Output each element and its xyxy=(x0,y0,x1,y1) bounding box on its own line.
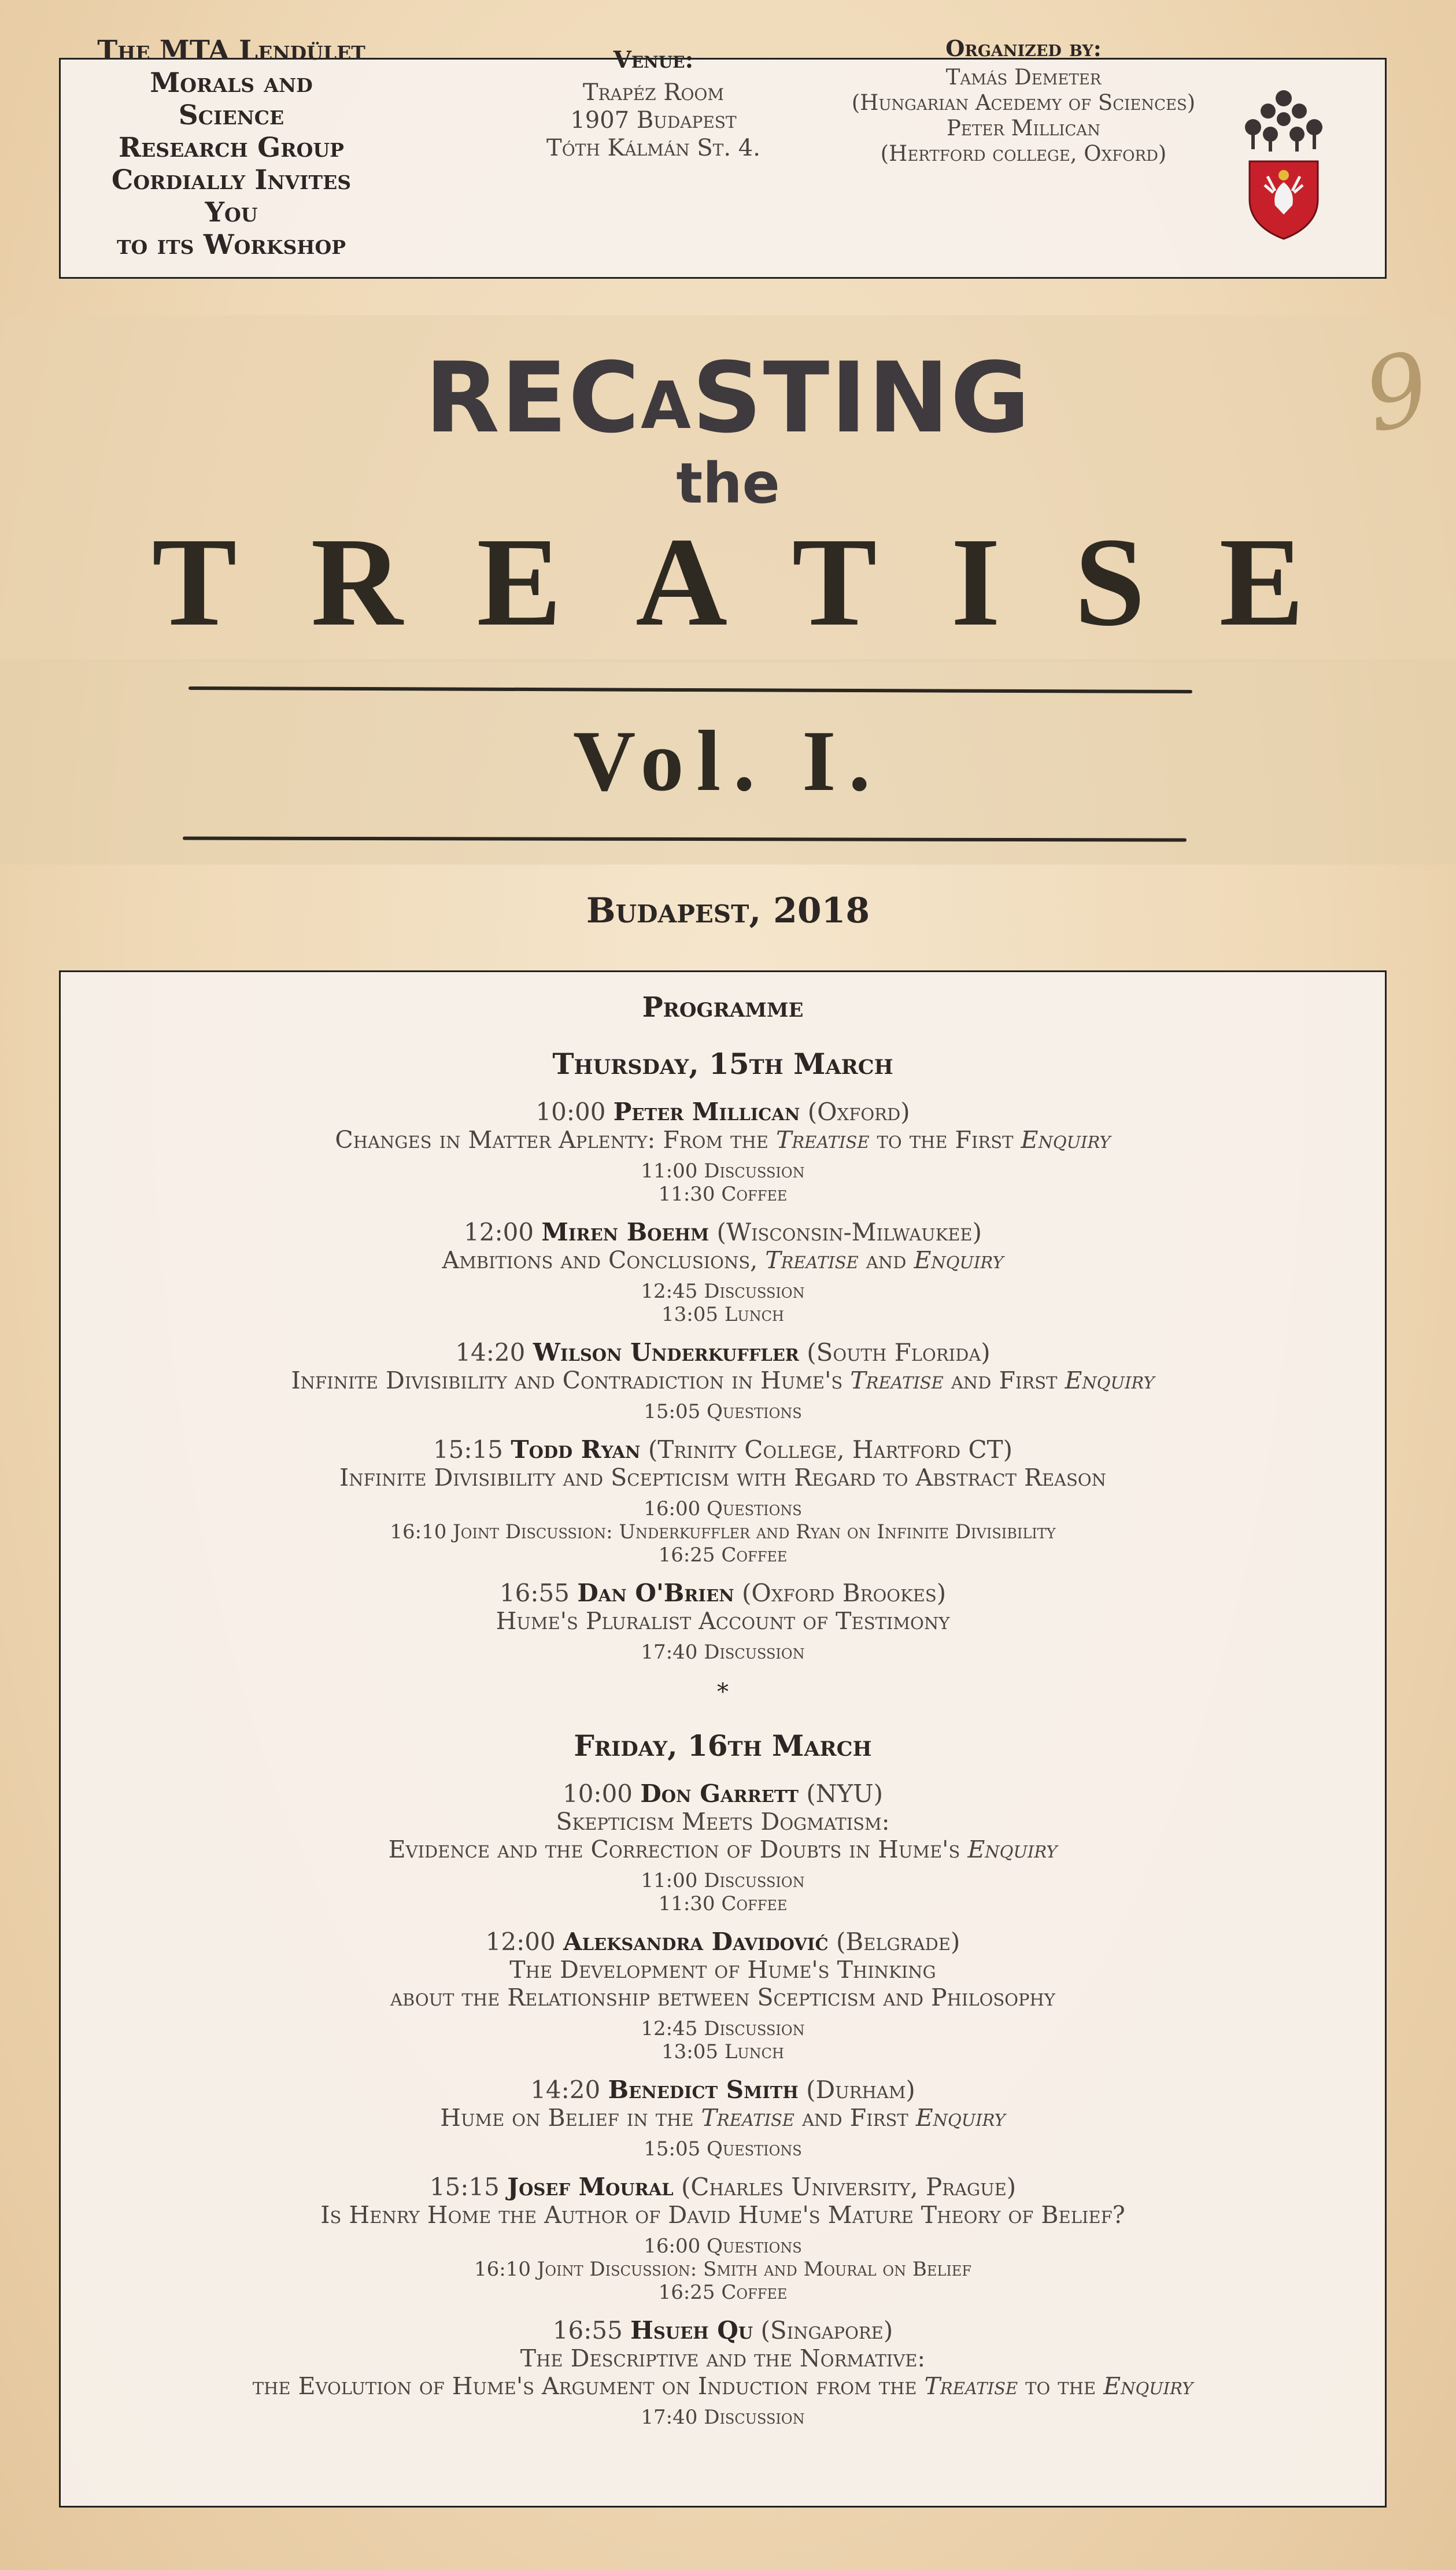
talk-affiliation: (Belgrade) xyxy=(836,1928,960,1956)
talk-affiliation: (Trinity College, Hartford CT) xyxy=(648,1435,1013,1464)
talk-title-italic: Enquiry xyxy=(1103,2372,1193,2400)
talk-affiliation: (Oxford Brookes) xyxy=(741,1579,947,1607)
talk-time: 14:20 xyxy=(530,2076,601,2104)
talk-speaker: Josef Moural xyxy=(507,2173,674,2201)
talk-speaker: Hsueh Qu xyxy=(630,2316,753,2344)
college-crest-icon xyxy=(1247,159,1320,240)
talk-entry xyxy=(59,2076,1387,2161)
talk-title-text: Hume on Belief in the xyxy=(440,2104,701,2132)
session-note: 13:05 Lunch xyxy=(662,2040,784,2063)
talk-time: 10:00 xyxy=(562,1779,633,1808)
talk-time: 12:00 xyxy=(485,1928,556,1956)
venue-line: Tóth Kálmán St. 4. xyxy=(546,135,760,161)
talk-title-italic: Enquiry xyxy=(914,1246,1004,1274)
title-part: STING xyxy=(692,341,1032,455)
invitation-line: Cordially Invites You xyxy=(111,164,352,228)
talk-affiliation: (Durham) xyxy=(806,2076,915,2104)
talk-title xyxy=(59,1984,1387,2011)
talk-title-text: Infinite Divisibility and Contradiction in Hume's xyxy=(291,1367,851,1394)
talk-entry xyxy=(59,1339,1387,1423)
invitation-line: The MTA Lendület xyxy=(97,35,365,67)
talk-title-text: and First xyxy=(943,1367,1065,1394)
talk-title-text: the Evolution of Hume's Argument on Induction from the xyxy=(252,2372,925,2400)
talk-time: 14:20 xyxy=(455,1338,526,1367)
talk-title-text: Ambitions and Conclusions, xyxy=(442,1246,766,1274)
venue-block xyxy=(492,46,815,162)
treatise-title: TREATISE xyxy=(151,511,1379,652)
invitation-text xyxy=(93,35,370,261)
talk-title xyxy=(59,1464,1387,1491)
talk-title-line: The Descriptive and the Normative: xyxy=(520,2344,926,2372)
talk-speaker: Wilson Underkuffler xyxy=(533,1338,799,1367)
session-note: 17:40 Discussion xyxy=(641,2406,805,2429)
talk-affiliation: (Singapore) xyxy=(760,2316,893,2344)
talk-title-italic: Treatise xyxy=(701,2104,795,2132)
invitation-line: to its Workshop xyxy=(116,229,346,261)
talk-entry xyxy=(59,1098,1387,1206)
talk-title xyxy=(59,2104,1387,2132)
talk-title-italic: Treatise xyxy=(765,1246,859,1274)
session-note: 16:10 Joint Discussion: Underkuffler and Ryan on Infinite Divisibility xyxy=(390,1520,1056,1544)
talk-title-text: Evidence and the Correction of Doubts in Hume's xyxy=(388,1836,968,1863)
talk-title-text: and First xyxy=(794,2104,916,2132)
programme xyxy=(59,970,1387,2429)
session-notes xyxy=(59,1497,1387,1567)
programme-days xyxy=(59,1047,1387,2429)
talk-entry xyxy=(59,1928,1387,2063)
talk-header xyxy=(59,1579,1387,1607)
talk-entry xyxy=(59,2317,1387,2429)
session-notes xyxy=(59,1641,1387,1664)
session-note: 11:00 Discussion xyxy=(641,1160,805,1183)
talk-title xyxy=(59,1246,1387,1274)
organizer-line: (Hertford college, Oxford) xyxy=(880,141,1167,166)
talk-title-text: Changes in Matter Aplenty: From the xyxy=(335,1126,776,1154)
session-note: 16:00 Questions xyxy=(644,1497,802,1520)
talk-speaker: Don Garrett xyxy=(640,1779,799,1808)
organizer-line: Peter Millican xyxy=(947,116,1100,141)
talk-title-text: Hume's Pluralist Account of Testimony xyxy=(496,1607,950,1635)
session-notes xyxy=(59,2137,1387,2161)
talk-title xyxy=(59,1607,1387,1635)
session-notes xyxy=(59,2017,1387,2063)
session-note: 17:40 Discussion xyxy=(641,1641,805,1664)
talk-title-text: and xyxy=(858,1246,914,1274)
talk-title xyxy=(59,1836,1387,1863)
talk-entry xyxy=(59,1218,1387,1326)
talk-time: 10:00 xyxy=(535,1098,606,1126)
talk-entry xyxy=(59,1780,1387,1915)
talk-time: 15:15 xyxy=(433,1435,503,1464)
organized-label: Organized by: xyxy=(945,35,1102,61)
talk-affiliation: (South Florida) xyxy=(807,1338,991,1367)
talk-title-italic: Treatise xyxy=(924,2372,1018,2400)
talk-header xyxy=(59,1780,1387,1808)
talk-title xyxy=(59,1126,1387,1154)
talk-title-line: The Development of Hume's Thinking xyxy=(509,1956,936,1984)
talk-title xyxy=(59,2201,1387,2229)
day-separator: * xyxy=(717,1679,729,1705)
talk-affiliation: (Wisconsin-Milwaukee) xyxy=(716,1218,982,1246)
session-note: 16:10 Joint Discussion: Smith and Moural on Belief xyxy=(474,2258,971,2281)
talk-title-italic: Enquiry xyxy=(1021,1126,1111,1154)
talk-header xyxy=(59,2173,1387,2201)
talk-title-italic: Enquiry xyxy=(967,1836,1058,1863)
session-note: 12:45 Discussion xyxy=(641,1280,805,1303)
talk-entry xyxy=(59,1436,1387,1567)
session-note: 15:05 Questions xyxy=(644,1400,802,1423)
talk-entry xyxy=(59,2173,1387,2304)
session-note: 16:25 Coffee xyxy=(658,1544,788,1567)
session-notes xyxy=(59,2235,1387,2304)
venue-line: 1907 Budapest xyxy=(570,107,737,134)
title-part: REC xyxy=(424,341,641,455)
talk-speaker: Benedict Smith xyxy=(608,2076,799,2104)
talk-title-line: Skepticism Meets Dogmatism: xyxy=(556,1808,890,1836)
talk-title-italic: Enquiry xyxy=(1065,1367,1155,1394)
session-note: 12:45 Discussion xyxy=(641,2017,805,2040)
talk-header xyxy=(59,1928,1387,1956)
session-notes xyxy=(59,1400,1387,1423)
handwritten-mark: 9 xyxy=(1354,330,1440,456)
talk-title-text: about the Relationship between Scepticism and Philosophy xyxy=(390,1984,1055,2011)
academy-logo-icon xyxy=(1240,87,1327,156)
talk-title-italic: Treatise xyxy=(775,1126,870,1154)
talk-speaker: Peter Millican xyxy=(613,1098,800,1126)
talk-header xyxy=(59,1339,1387,1367)
talk-speaker: Dan O'Brien xyxy=(577,1579,734,1607)
talk-affiliation: (Charles University, Prague) xyxy=(681,2173,1017,2201)
session-note: 15:05 Questions xyxy=(644,2137,802,2161)
organizers-block xyxy=(769,36,1278,167)
city-year: Budapest, 2018 xyxy=(586,891,870,931)
talk-title-text: Is Henry Home the Author of David Hume's Mature Theory of Belief? xyxy=(320,2201,1125,2229)
organizer-line: Tamás Demeter xyxy=(945,65,1102,90)
main-title xyxy=(0,341,1456,455)
talk-affiliation: (Oxford) xyxy=(807,1098,910,1126)
session-note: 13:05 Lunch xyxy=(662,1303,784,1326)
talk-title xyxy=(59,1367,1387,1394)
session-note: 11:00 Discussion xyxy=(641,1869,805,1892)
session-note: 16:25 Coffee xyxy=(658,2281,788,2304)
session-notes xyxy=(59,1160,1387,1206)
title-part: A xyxy=(641,368,692,444)
day-heading: Thursday, 15th March xyxy=(552,1047,893,1081)
invitation-line: Morals and Science xyxy=(150,67,313,131)
session-notes xyxy=(59,2406,1387,2429)
organizer-line: (Hungarian Acedemy of Sciences) xyxy=(851,90,1196,115)
session-notes xyxy=(59,1280,1387,1326)
talk-title-italic: Enquiry xyxy=(915,2104,1006,2132)
talk-header xyxy=(59,2317,1387,2344)
talk-time: 15:15 xyxy=(429,2173,500,2201)
session-notes xyxy=(59,1869,1387,1915)
talk-title-text: Infinite Divisibility and Scepticism with Regard to Abstract Reason xyxy=(339,1464,1106,1491)
session-note: 11:30 Coffee xyxy=(658,1892,788,1915)
talk-title-italic: Treatise xyxy=(850,1367,944,1394)
talk-title-text: to the xyxy=(1018,2372,1104,2400)
talk-time: 12:00 xyxy=(464,1218,534,1246)
talk-header xyxy=(59,2076,1387,2104)
invitation-line: Research Group xyxy=(119,132,344,164)
talk-header xyxy=(59,1218,1387,1246)
talk-speaker: Aleksandra Davidović xyxy=(563,1928,829,1956)
programme-title: Programme xyxy=(642,991,804,1024)
talk-speaker: Miren Boehm xyxy=(541,1218,709,1246)
session-note: 16:00 Questions xyxy=(644,2235,802,2258)
talk-time: 16:55 xyxy=(552,2316,623,2344)
volume-label: Vol. I. xyxy=(572,713,884,809)
talk-header xyxy=(59,1436,1387,1464)
talk-time: 16:55 xyxy=(499,1579,570,1607)
title-article: the xyxy=(676,451,780,516)
talk-affiliation: (NYU) xyxy=(806,1779,884,1808)
venue-line: Trapéz Room xyxy=(582,79,725,106)
talk-title-text: to the First xyxy=(869,1126,1021,1154)
talk-header xyxy=(59,1098,1387,1126)
venue-label: Venue: xyxy=(613,46,694,73)
session-note: 11:30 Coffee xyxy=(658,1183,788,1206)
talk-entry xyxy=(59,1579,1387,1664)
talk-speaker: Todd Ryan xyxy=(511,1435,641,1464)
day-heading: Friday, 16th March xyxy=(574,1729,872,1763)
talk-title xyxy=(59,2372,1387,2400)
